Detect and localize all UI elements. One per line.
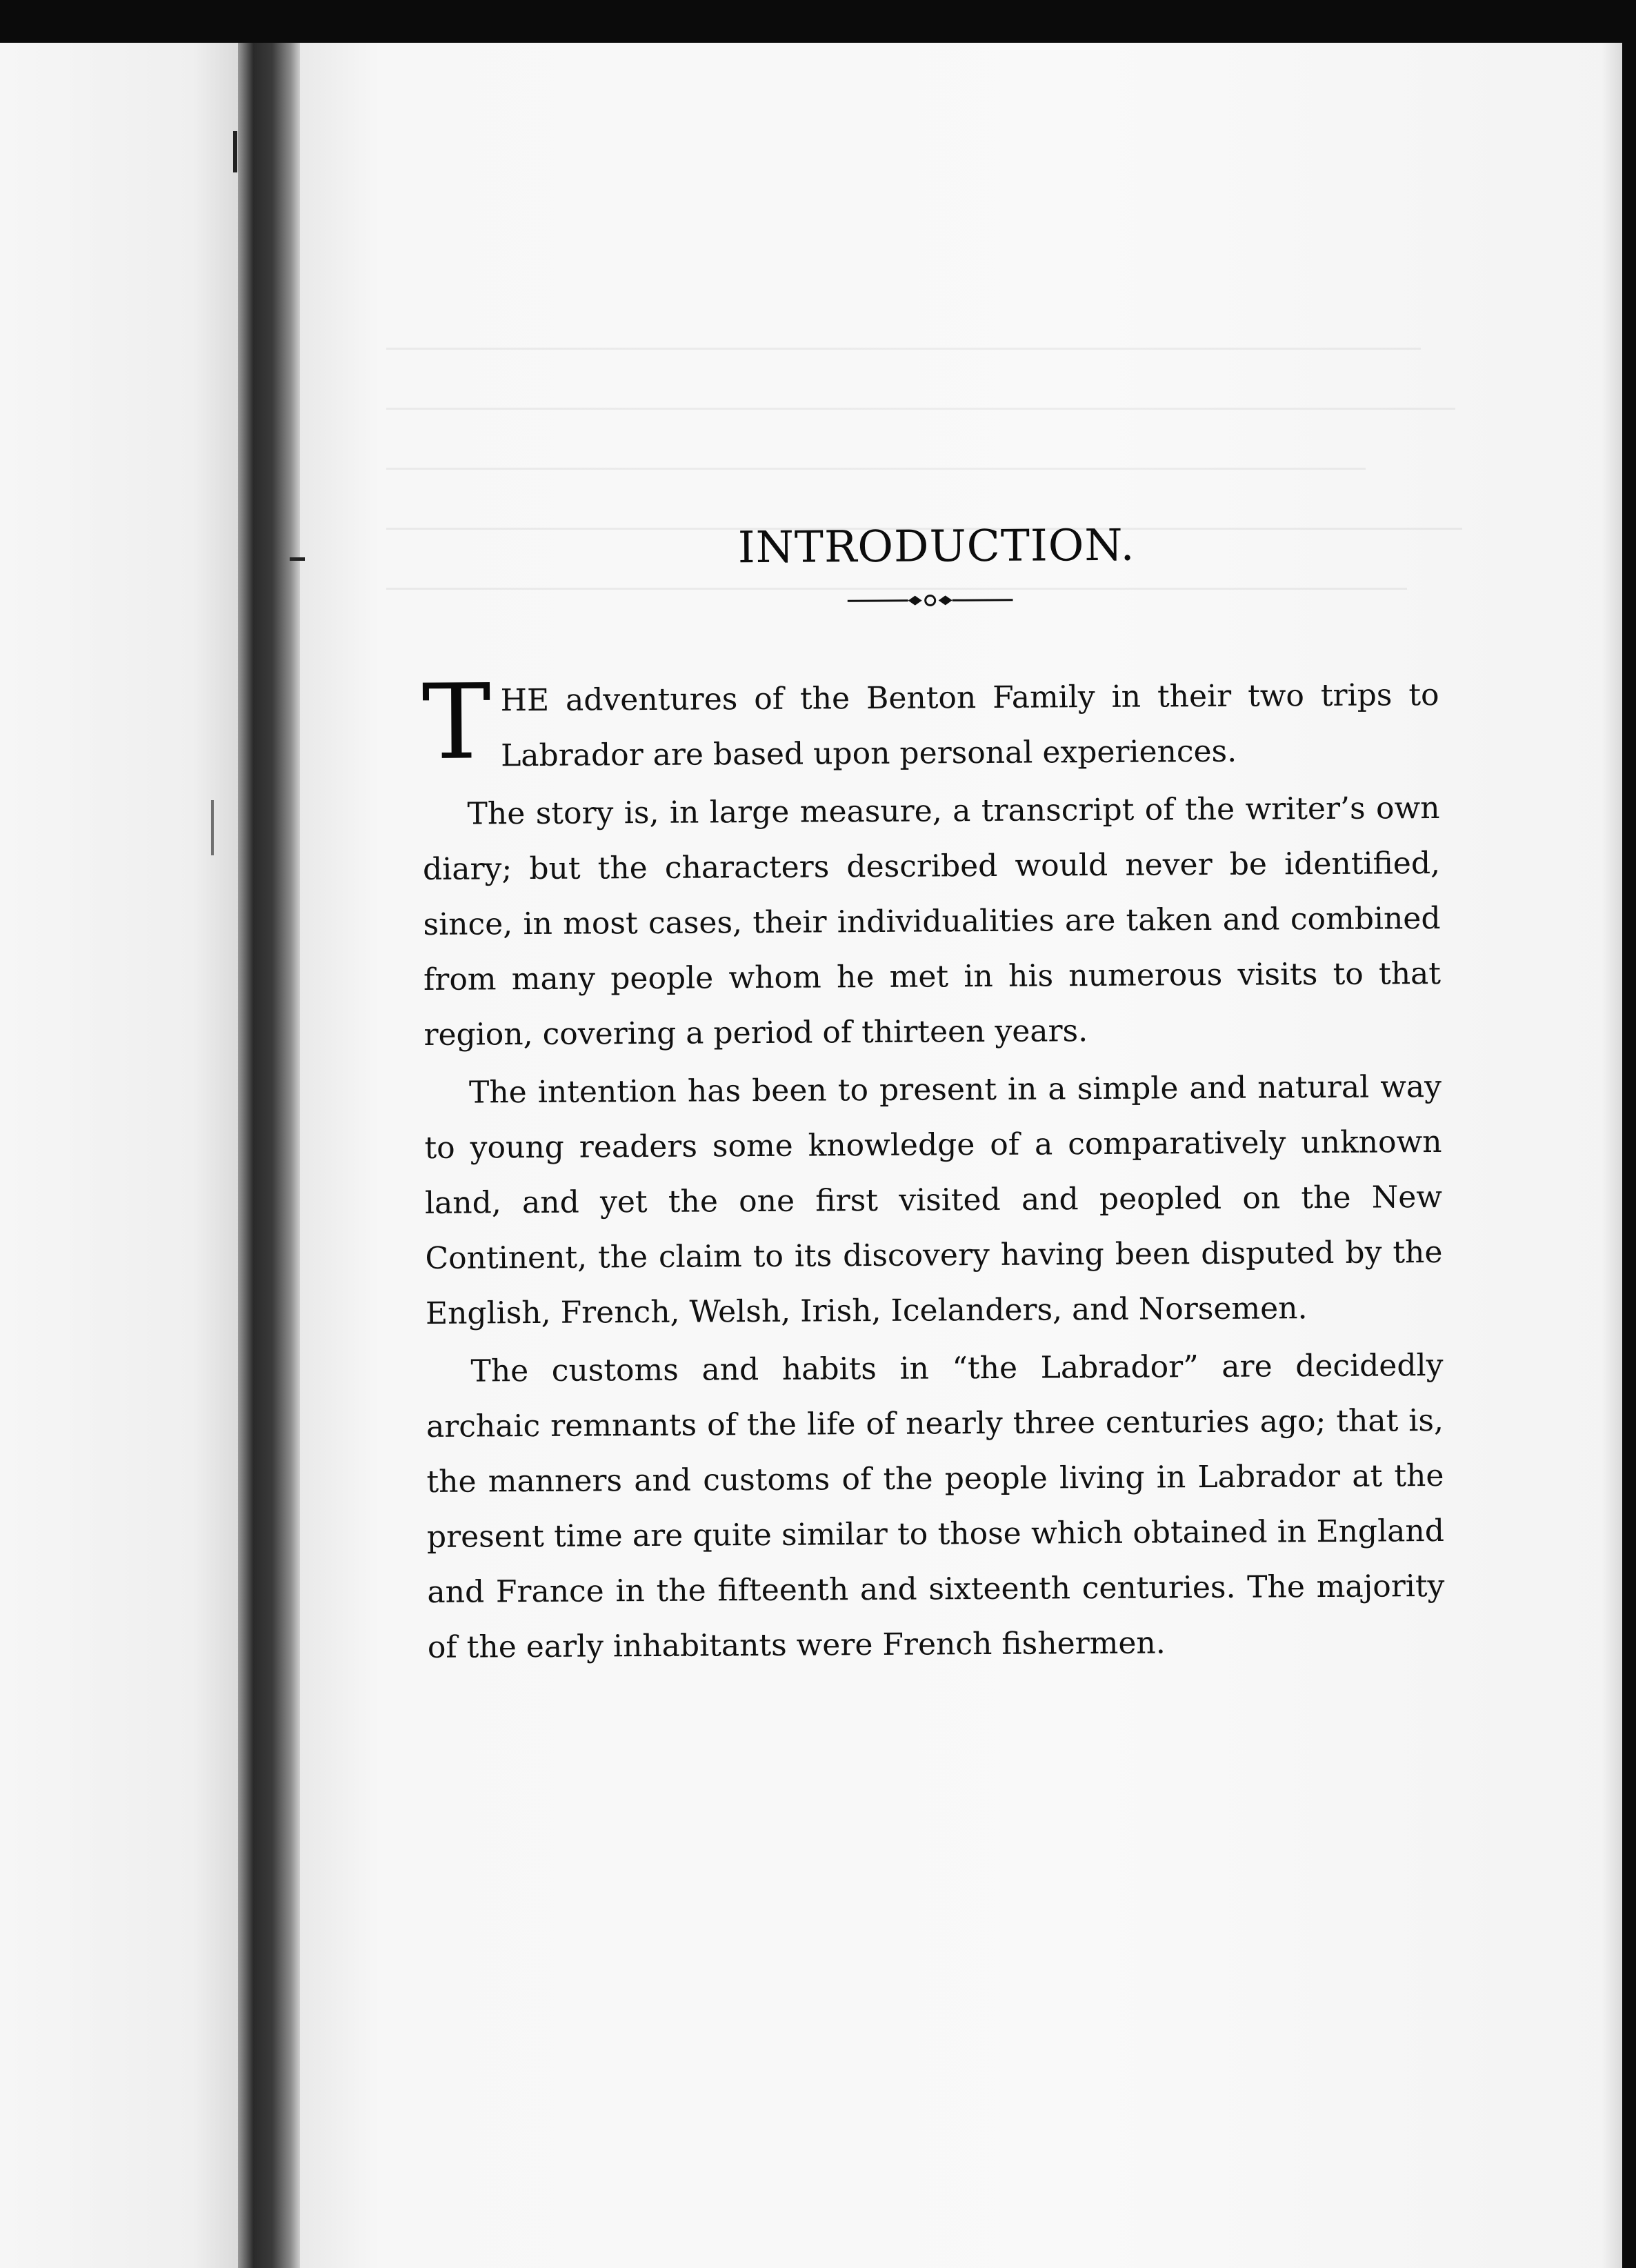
scan-speck (290, 557, 305, 561)
paragraph-text: adventures of the Benton Family in their two trips to Labrador are based upon personal experiences. (500, 677, 1439, 774)
scan-speck (233, 131, 237, 172)
page-edge-shadow (1602, 43, 1622, 2268)
paragraph-4 (426, 1338, 1445, 1675)
page-title: INTRODUCTION. (737, 519, 1135, 573)
paragraph-1 (421, 662, 1439, 784)
scan-right-border (1622, 0, 1636, 2268)
scan-top-border (0, 0, 1636, 43)
paragraph-2 (422, 781, 1441, 1063)
paragraph-3 (424, 1060, 1443, 1342)
paragraph-text: The customs and habits in “the Labrador” are decidedly archaic remnants of the life of nearly three centuries ago; that is, the manners and customs of the people living in Labrador at the present time are quite similar to those which obtained in England and France in the fifteenth and sixteenth centuries. The majority of the early inhabitants were French fishermen. (426, 1347, 1445, 1665)
ornamental-rule-icon (847, 592, 1012, 609)
drop-cap: T (421, 662, 492, 783)
paragraph-text: The intention has been to present in a simple and natural way to young readers some knowledge of a comparatively unknown land, and yet the one first visited and peopled on the New Continent, the claim to its discovery having been disputed by the English, French, Welsh, Irish, Icelanders, and Norsemen. (424, 1068, 1443, 1331)
facing-page-edge (0, 43, 241, 2268)
lead-in-caps: HE (500, 682, 550, 719)
paragraph-text: The story is, in large measure, a transcript of the writer’s own diary; but the characters described would never be identified, since, in most cases, their individualities are taken and combined from many people whom he met in his numerous visits to that region, covering a period of thirteen years. (422, 790, 1442, 1053)
book-gutter-shadow (238, 28, 300, 2268)
scan-speck (211, 800, 214, 855)
introduction-text (421, 518, 1445, 1678)
